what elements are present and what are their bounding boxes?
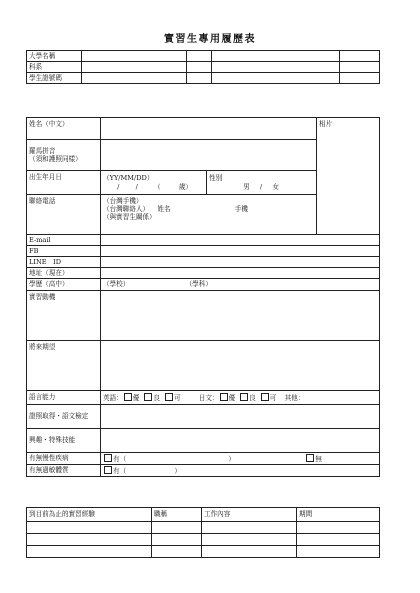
experience-table bbox=[26, 507, 380, 558]
name-field[interactable] bbox=[101, 118, 317, 140]
table-row bbox=[27, 429, 380, 453]
dob-field[interactable] bbox=[101, 171, 207, 195]
allergy-field: 有（ ） bbox=[101, 465, 380, 477]
experience-header: 到目前為止的實習經驗 bbox=[27, 508, 152, 522]
contact-tw-label: （台灣聯絡人） bbox=[103, 205, 150, 214]
table-row bbox=[27, 118, 380, 140]
table-row bbox=[27, 51, 380, 62]
phone-tw-label: （台灣手機） bbox=[103, 197, 143, 205]
table-row bbox=[27, 522, 380, 534]
education-label: 學歷（高中） bbox=[27, 279, 101, 291]
education-dept: （學科） bbox=[185, 280, 212, 289]
future-field[interactable] bbox=[101, 341, 380, 391]
table-row bbox=[27, 291, 380, 341]
japanese-excellent-checkbox[interactable] bbox=[220, 393, 228, 401]
gender-female[interactable]: 女 bbox=[272, 182, 279, 191]
table-row bbox=[27, 235, 380, 246]
table-row bbox=[27, 546, 380, 558]
student-id-label: 學生證號碼 bbox=[27, 73, 82, 84]
contact-label: 聯絡電話 bbox=[27, 195, 101, 235]
email-label: E-mail bbox=[27, 235, 101, 246]
school-info-table bbox=[26, 50, 380, 84]
contact-mobile-label: 手機 bbox=[234, 205, 248, 214]
university-label: 大學名稱 bbox=[27, 51, 82, 62]
table-row bbox=[27, 279, 380, 291]
certification-label: 證照取得・語文檢定 bbox=[27, 405, 101, 429]
motivation-label: 實習動機 bbox=[27, 291, 101, 341]
email-field[interactable] bbox=[101, 235, 380, 246]
hobby-field[interactable] bbox=[101, 429, 380, 453]
table-row bbox=[27, 534, 380, 546]
lang-other-label: 其他： bbox=[284, 393, 305, 402]
hobby-label: 興趣・特殊技能 bbox=[27, 429, 101, 453]
line-field[interactable] bbox=[101, 257, 380, 268]
chronic-disease-field: 有（ ） 無 bbox=[101, 453, 380, 465]
education-field[interactable] bbox=[101, 279, 380, 291]
table-row bbox=[27, 453, 380, 465]
table-row bbox=[27, 62, 380, 73]
department-field[interactable] bbox=[82, 62, 187, 73]
english-excellent-checkbox[interactable] bbox=[124, 393, 132, 401]
fb-label: FB bbox=[27, 246, 101, 257]
romanized-label bbox=[27, 140, 101, 171]
english-good-checkbox[interactable] bbox=[144, 393, 152, 401]
table-row bbox=[27, 341, 380, 391]
photo-box[interactable] bbox=[317, 118, 380, 235]
age-open: （ bbox=[154, 182, 161, 191]
allergy-label: 有無過敏體質 bbox=[27, 465, 101, 477]
job-content-header: 工作內容 bbox=[202, 508, 297, 522]
department-label: 科系 bbox=[27, 62, 82, 73]
romanized-label-note: （須和護照同樣） bbox=[29, 155, 82, 163]
address-field[interactable] bbox=[101, 268, 380, 279]
romanized-field[interactable] bbox=[101, 140, 317, 171]
motivation-field[interactable] bbox=[101, 291, 380, 341]
dob-label: 出生年月日 bbox=[27, 171, 101, 195]
table-row bbox=[27, 257, 380, 268]
table-header-row bbox=[27, 508, 380, 522]
future-label: 將來期望 bbox=[27, 341, 101, 391]
contact-name-label: 姓名 bbox=[157, 205, 171, 214]
education-school: （學校） bbox=[103, 280, 130, 289]
language-field: 英語： 優 良 可 日文： 優 良 可 其他： bbox=[101, 391, 380, 405]
table-row bbox=[27, 73, 380, 84]
age-close: 歲） bbox=[178, 182, 193, 191]
dob-slash-2: / bbox=[135, 182, 138, 191]
gender-male[interactable]: 男 bbox=[243, 182, 250, 191]
line-label: LINE ID bbox=[27, 257, 101, 268]
name-label: 姓名（中文） bbox=[27, 118, 101, 140]
lang-english-label: 英語： bbox=[103, 393, 123, 402]
gender-field[interactable] bbox=[207, 171, 317, 195]
lang-japanese-label: 日文： bbox=[198, 393, 219, 402]
dob-slash-1: / bbox=[117, 182, 120, 191]
table-row bbox=[27, 268, 380, 279]
language-label: 語言能力 bbox=[27, 391, 101, 405]
photo-label: 相片 bbox=[319, 120, 333, 128]
gender-label: 性別 bbox=[209, 174, 223, 183]
japanese-fair-checkbox[interactable] bbox=[261, 393, 269, 401]
romanized-label-main: 羅馬拼音 bbox=[29, 146, 56, 155]
dob-format: （YY/MM/DD） bbox=[103, 174, 154, 183]
student-id-field[interactable] bbox=[82, 73, 187, 84]
page-title: 實習生專用履歷表 bbox=[164, 34, 256, 45]
relation-label: （與實習生關係） bbox=[103, 213, 156, 222]
table-row bbox=[27, 465, 380, 477]
chronic-no-checkbox[interactable] bbox=[306, 454, 314, 462]
fb-field[interactable] bbox=[101, 246, 380, 257]
english-fair-checkbox[interactable] bbox=[165, 393, 173, 401]
certification-field[interactable] bbox=[101, 405, 380, 429]
chronic-disease-label: 有無慢性疾病 bbox=[27, 453, 101, 465]
table-row bbox=[27, 405, 380, 429]
gender-slash: / bbox=[259, 182, 263, 191]
japanese-good-checkbox[interactable] bbox=[240, 393, 248, 401]
university-field[interactable] bbox=[82, 51, 187, 62]
allergy-yes-checkbox[interactable] bbox=[104, 466, 112, 474]
period-header: 期間 bbox=[297, 508, 380, 522]
table-row bbox=[27, 246, 380, 257]
contact-field[interactable] bbox=[101, 195, 317, 235]
table-row bbox=[27, 391, 380, 405]
chronic-yes-checkbox[interactable] bbox=[104, 454, 112, 462]
job-title-header: 職稱 bbox=[152, 508, 202, 522]
personal-info-table bbox=[26, 117, 380, 477]
address-label: 地址（現在） bbox=[27, 268, 101, 279]
